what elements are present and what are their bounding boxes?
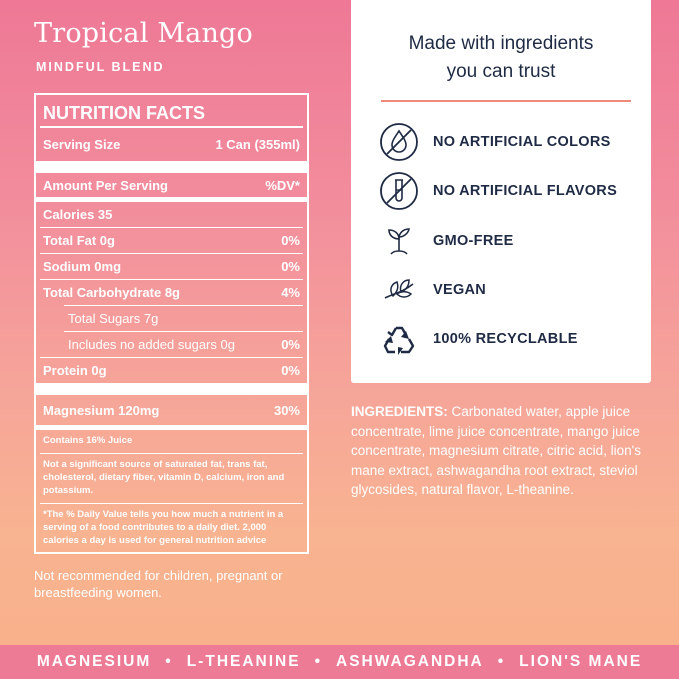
footer-separator: • <box>497 653 506 670</box>
serving-value: 1 Can (355ml) <box>215 137 300 152</box>
claim-vegan <box>379 270 486 310</box>
nutrient-row-calories <box>40 202 303 227</box>
claim-no-artificial-colors <box>379 122 611 162</box>
product-subtitle: MINDFUL BLEND <box>36 60 165 74</box>
trust-card <box>351 0 651 383</box>
serving-label: Serving Size <box>43 137 121 152</box>
nutrient-dv: 4% <box>281 285 300 300</box>
nutrient-dv: 0% <box>281 259 300 274</box>
nutrient-label: Sodium 0mg <box>43 259 122 274</box>
dv-label: %DV* <box>265 177 300 193</box>
daily-value-note: *The % Daily Value tells you how much a nutrient in a serving of a food contributes to a daily diet. 2,000 calories a day is used for general nutrition advice <box>43 509 284 546</box>
ingredients-text: Carbonated water, apple juice concentrate, lime juice concentrate, mango juice concentrate, magnesium citrate, citric acid, lion's mane extract, ashwagandha root extract, steviol glycosides, natural flavor, L-theanine. <box>351 404 641 497</box>
not-significant-note: Not a significant source of saturated fat, trans fat, cholesterol, dietary fiber, vitamin D, calcium, iron and potassium. <box>43 459 285 496</box>
nutrient-label: Magnesium 120mg <box>43 402 160 418</box>
trust-title: Made with ingredients you can trust <box>408 33 594 82</box>
claim-recyclable <box>379 319 578 359</box>
nutrient-dv: 30% <box>273 402 300 418</box>
footer-separator: • <box>165 653 173 670</box>
claim-gmo-free <box>379 221 514 261</box>
nutrient-row-sugars <box>40 306 303 331</box>
ingredients-heading: INGREDIENTS: <box>351 404 448 419</box>
claim-label: NO ARTIFICIAL COLORS <box>433 134 611 150</box>
nutrient-row-fat <box>40 228 303 253</box>
footer-item: L-THEANINE <box>186 653 301 670</box>
thick-divider <box>36 383 307 395</box>
juice-note: Contains 16% Juice <box>43 435 133 446</box>
leaves-icon <box>379 270 419 310</box>
serving-size-row <box>40 128 303 161</box>
nutrient-row-protein <box>40 358 303 383</box>
nutrient-label: Total Fat 0g <box>43 233 115 248</box>
footer-bar <box>0 645 679 679</box>
claim-label: NO ARTIFICIAL FLAVORS <box>433 183 618 199</box>
claim-label: 100% RECYCLABLE <box>433 331 578 347</box>
footer-item: ASHWAGANDHA <box>336 653 484 670</box>
warning-text: Not recommended for children, pregnant or breastfeeding women. <box>34 568 283 600</box>
nutrient-label: Calories 35 <box>43 207 113 222</box>
claim-label: VEGAN <box>433 282 487 298</box>
amount-per-serving-row <box>40 173 303 197</box>
nutrition-facts-panel <box>34 93 309 554</box>
nutrient-dv: 0% <box>281 233 300 248</box>
amount-label: Amount Per Serving <box>43 177 168 193</box>
claim-no-artificial-flavors <box>379 171 617 211</box>
sprout-icon <box>379 221 419 261</box>
nutrient-label: Protein 0g <box>43 363 107 378</box>
no-color-drop-icon <box>379 122 419 162</box>
nutrient-dv: 0% <box>281 337 300 352</box>
nutrient-row-magnesium <box>40 395 303 425</box>
nutrition-heading: NUTRITION FACTS <box>40 95 303 128</box>
footer-item: MAGNESIUM <box>36 653 152 670</box>
product-title: Tropical Mango <box>34 18 253 49</box>
no-test-tube-icon <box>379 171 419 211</box>
thick-divider <box>36 161 307 173</box>
nutrient-dv: 0% <box>281 363 300 378</box>
footer-separator: • <box>314 653 323 670</box>
nutrient-label: Includes no added sugars 0g <box>68 337 235 352</box>
nutrient-label: Total Carbohydrate 8g <box>43 285 181 300</box>
trust-divider <box>381 100 631 102</box>
nutrient-row-added-sugars <box>40 332 303 357</box>
recycle-icon <box>379 319 419 359</box>
footer-item: LION'S MANE <box>519 653 643 670</box>
ingredients-block <box>351 402 651 500</box>
nutrient-row-sodium <box>40 254 303 279</box>
nutrient-row-carbohydrate <box>40 280 303 305</box>
claim-label: GMO-FREE <box>433 233 514 249</box>
nutrient-label: Total Sugars 7g <box>68 311 159 326</box>
